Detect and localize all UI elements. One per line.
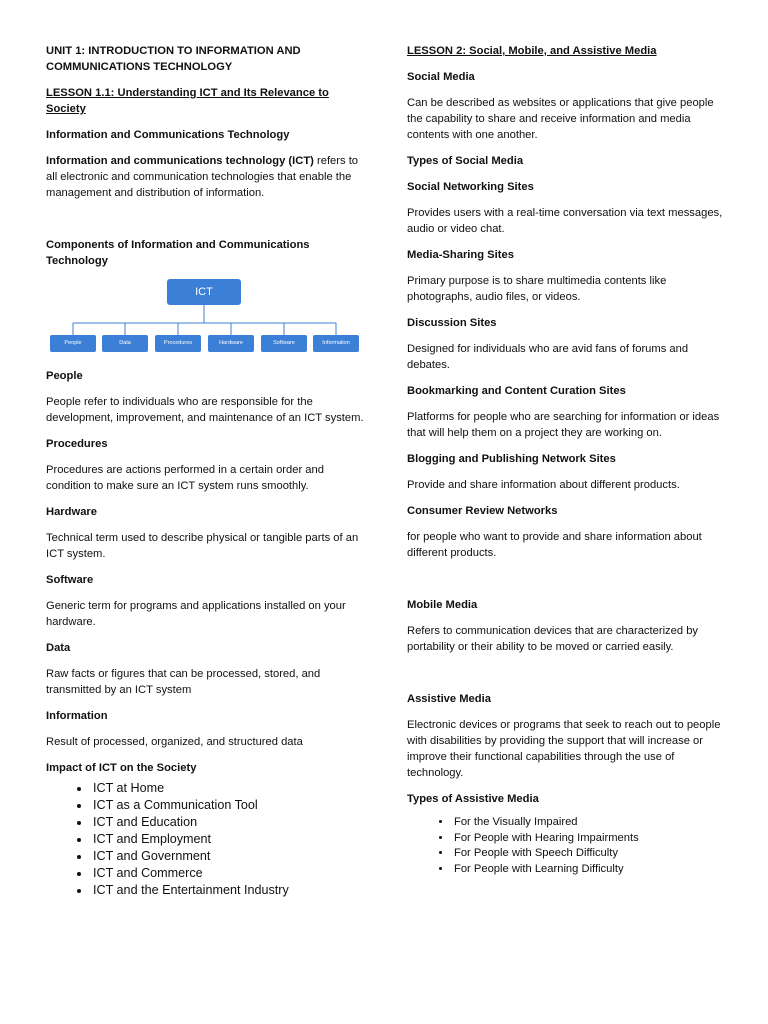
diagram-node-people: People: [50, 335, 96, 352]
assistive-list: [407, 815, 725, 877]
sns-text: Provides users with a real-time conversation via text messages, audio or video chat.: [407, 207, 723, 235]
consumer-text: for people who want to provide and share information about different products.: [407, 531, 702, 559]
list-item: • ICT and the Entertainment Industry: [91, 882, 364, 899]
hardware-text: Technical term used to describe physical or tangible parts of an ICT system.: [46, 532, 359, 560]
ict-definition-text: refers to all electronic and communication technologies that enable the management and distribution of information.: [46, 155, 359, 199]
mobile-media-heading: Mobile Media: [407, 599, 478, 611]
hardware-heading: Hardware: [46, 506, 97, 518]
impact-list: [46, 780, 364, 899]
list-item: • ICT and Employment: [91, 831, 364, 848]
people-heading: People: [46, 370, 83, 382]
list-item: • For People with Hearing Impairments: [452, 831, 725, 847]
information-heading: Information: [46, 710, 108, 722]
list-item: • For the Visually Impaired: [452, 815, 725, 831]
social-media-heading: Social Media: [407, 71, 475, 83]
information-text: Result of processed, organized, and structured data: [46, 736, 303, 748]
social-media-text: Can be described as websites or applications that give people the capability to share and receive information and media contents with one another.: [407, 97, 714, 141]
right-column: [407, 43, 725, 877]
data-heading: Data: [46, 642, 71, 654]
ict-definition-term: Information and communications technology (ICT): [46, 155, 314, 167]
lesson-title: LESSON 1.1: Understanding ICT and Its Relevance to Society: [46, 87, 329, 115]
list-item: • ICT and Commerce: [91, 865, 364, 882]
list-item: • ICT and Government: [91, 848, 364, 865]
discussion-heading: Discussion Sites: [407, 317, 497, 329]
diagram-node-information: Information: [313, 335, 359, 352]
people-text: People refer to individuals who are responsible for the development, improvement, and maintenance of an ICT system.: [46, 396, 364, 424]
list-item: • ICT as a Communication Tool: [91, 797, 364, 814]
procedures-text: Procedures are actions performed in a certain order and condition to make sure an ICT system runs smoothly.: [46, 464, 324, 492]
left-column: [46, 43, 364, 899]
procedures-heading: Procedures: [46, 438, 108, 450]
assistive-media-heading: Assistive Media: [407, 693, 491, 705]
assistive-media-text: Electronic devices or programs that seek to reach out to people with disabilities by providing the support that will increase or improve their functional capabilities through the use of technology.: [407, 719, 721, 779]
diagram-node-hardware: Hardware: [208, 335, 254, 352]
types-assistive-heading: Types of Assistive Media: [407, 793, 539, 805]
ict-definition: [46, 153, 364, 201]
unit-title: UNIT 1: INTRODUCTION TO INFORMATION AND COMMUNICATIONS TECHNOLOGY: [46, 45, 301, 73]
bookmarking-heading: Bookmarking and Content Curation Sites: [407, 385, 626, 397]
mobile-media-text: Refers to communication devices that are characterized by portability or their ability to be moved or carried easily.: [407, 625, 699, 653]
media-sharing-heading: Media-Sharing Sites: [407, 249, 514, 261]
blogging-heading: Blogging and Publishing Network Sites: [407, 453, 616, 465]
software-text: Generic term for programs and applications installed on your hardware.: [46, 600, 346, 628]
software-heading: Software: [46, 574, 94, 586]
discussion-text: Designed for individuals who are avid fans of forums and debates.: [407, 343, 689, 371]
diagram-node-procedures: Procedures: [155, 335, 201, 352]
sns-heading: Social Networking Sites: [407, 181, 534, 193]
components-heading: Components of Information and Communications Technology: [46, 239, 310, 267]
list-item: • ICT at Home: [91, 780, 364, 797]
ict-heading: Information and Communications Technology: [46, 129, 290, 141]
data-text: Raw facts or figures that can be processed, stored, and transmitted by an ICT system: [46, 668, 321, 696]
ict-components-diagram: [46, 279, 364, 359]
diagram-node-software: Software: [261, 335, 307, 352]
diagram-root-ict: ICT: [167, 279, 241, 305]
blogging-text: Provide and share information about different products.: [407, 479, 680, 491]
types-social-heading: Types of Social Media: [407, 155, 524, 167]
list-item: • For People with Speech Difficulty: [452, 846, 725, 862]
diagram-node-data: Data: [102, 335, 148, 352]
list-item: • ICT and Education: [91, 814, 364, 831]
lesson2-title: LESSON 2: Social, Mobile, and Assistive Media: [407, 45, 657, 57]
list-item: • For People with Learning Difficulty: [452, 862, 725, 878]
impact-heading: Impact of ICT on the Society: [46, 762, 197, 774]
bookmarking-text: Platforms for people who are searching for information or ideas that will help them on a project they are working on.: [407, 411, 720, 439]
consumer-heading: Consumer Review Networks: [407, 505, 558, 517]
media-sharing-text: Primary purpose is to share multimedia contents like photographs, audio files, or videos.: [407, 275, 667, 303]
